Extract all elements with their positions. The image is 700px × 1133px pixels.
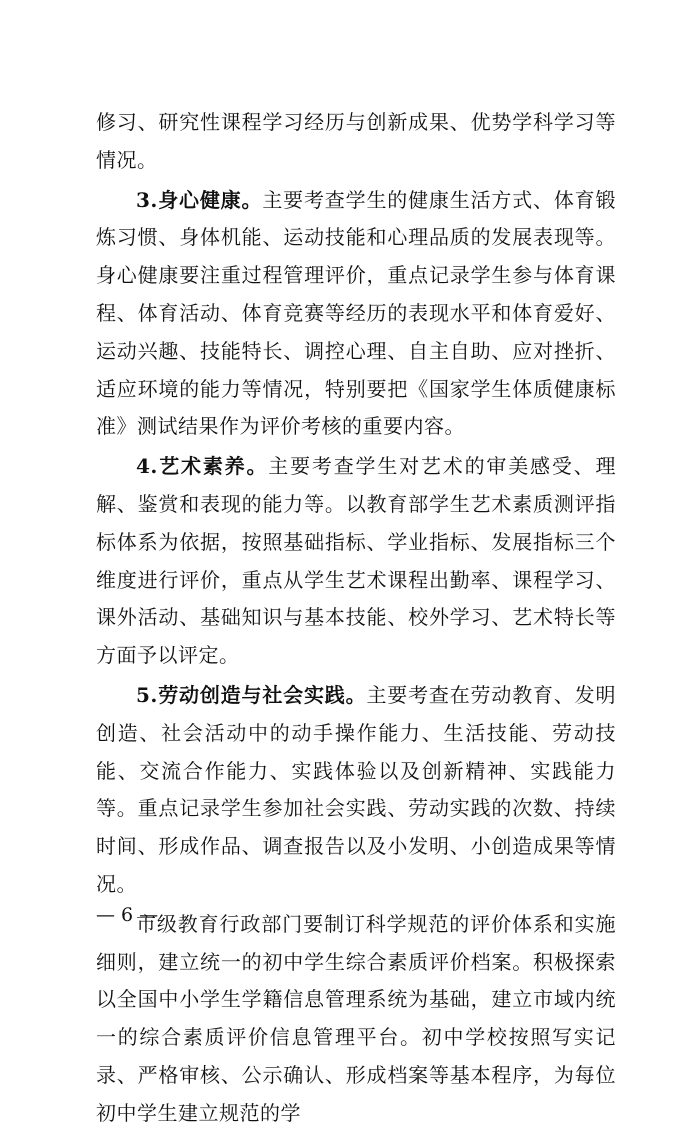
page-number: — 6 —: [96, 904, 159, 926]
paragraph-5-body: 市级教育行政部门要制订科学规范的评价体系和实施细则，建立统一的初中学生综合素质评价档案。积极探索以全国中小学生学籍信息管理系统为基础，建立市域内统一的综合素质评价信息管理平台。初中学校按照写实记录、严格审核、公示确认、形成档案等基本程序，为每位初中学生建立规范的学: [96, 911, 616, 1125]
paragraph-4: [96, 677, 616, 904]
paragraph-3: [96, 448, 616, 675]
paragraph-1-body: 修习、研究性课程学习经历与创新成果、优势学科学习等情况。: [96, 110, 616, 172]
section-heading-physical-mental-health: 3.身心健康。: [136, 187, 263, 212]
section-heading-labor-social-practice: 5.劳动创造与社会实践。: [136, 682, 367, 707]
paragraph-2-body: 主要考查学生的健康生活方式、体育锻炼习惯、身体机能、运动技能和心理品质的发展表现等。身心健康要注重过程管理评价，重点记录学生参与体育课程、体育活动、体育竞赛等经历的表现水平和体育爱好、运动兴趣、技能特长、调控心理、自主自助、应对挫折、适应环境的能力等情况，特别要把《国家学生体质健康标准》测试结果作为评价考核的重要内容。: [96, 187, 616, 439]
paragraph-5: [96, 906, 616, 1133]
paragraph-3-body: 主要考查学生对艺术的审美感受、理解、鉴赏和表现的能力等。以教育部学生艺术素质测评指标体系为依据，按照基础指标、学业指标、发展指标三个维度进行评价，重点从学生艺术课程出勤率、课程学习、课外活动、基础知识与基本技能、校外学习、艺术特长等方面予以评定。: [96, 454, 617, 668]
paragraph-2: [96, 182, 616, 447]
paragraph-1: [96, 104, 616, 180]
section-heading-art-literacy: 4.艺术素养。: [136, 454, 269, 479]
body-text: [96, 104, 616, 1133]
paragraph-4-body: 主要考查在劳动教育、发明创造、社会活动中的动手操作能力、生活技能、劳动技能、交流合作能力、实践体验以及创新精神、实践能力等。重点记录学生参加社会实践、劳动实践的次数、持续时间、形成作品、调查报告以及小发明、小创造成果等情况。: [96, 682, 616, 896]
